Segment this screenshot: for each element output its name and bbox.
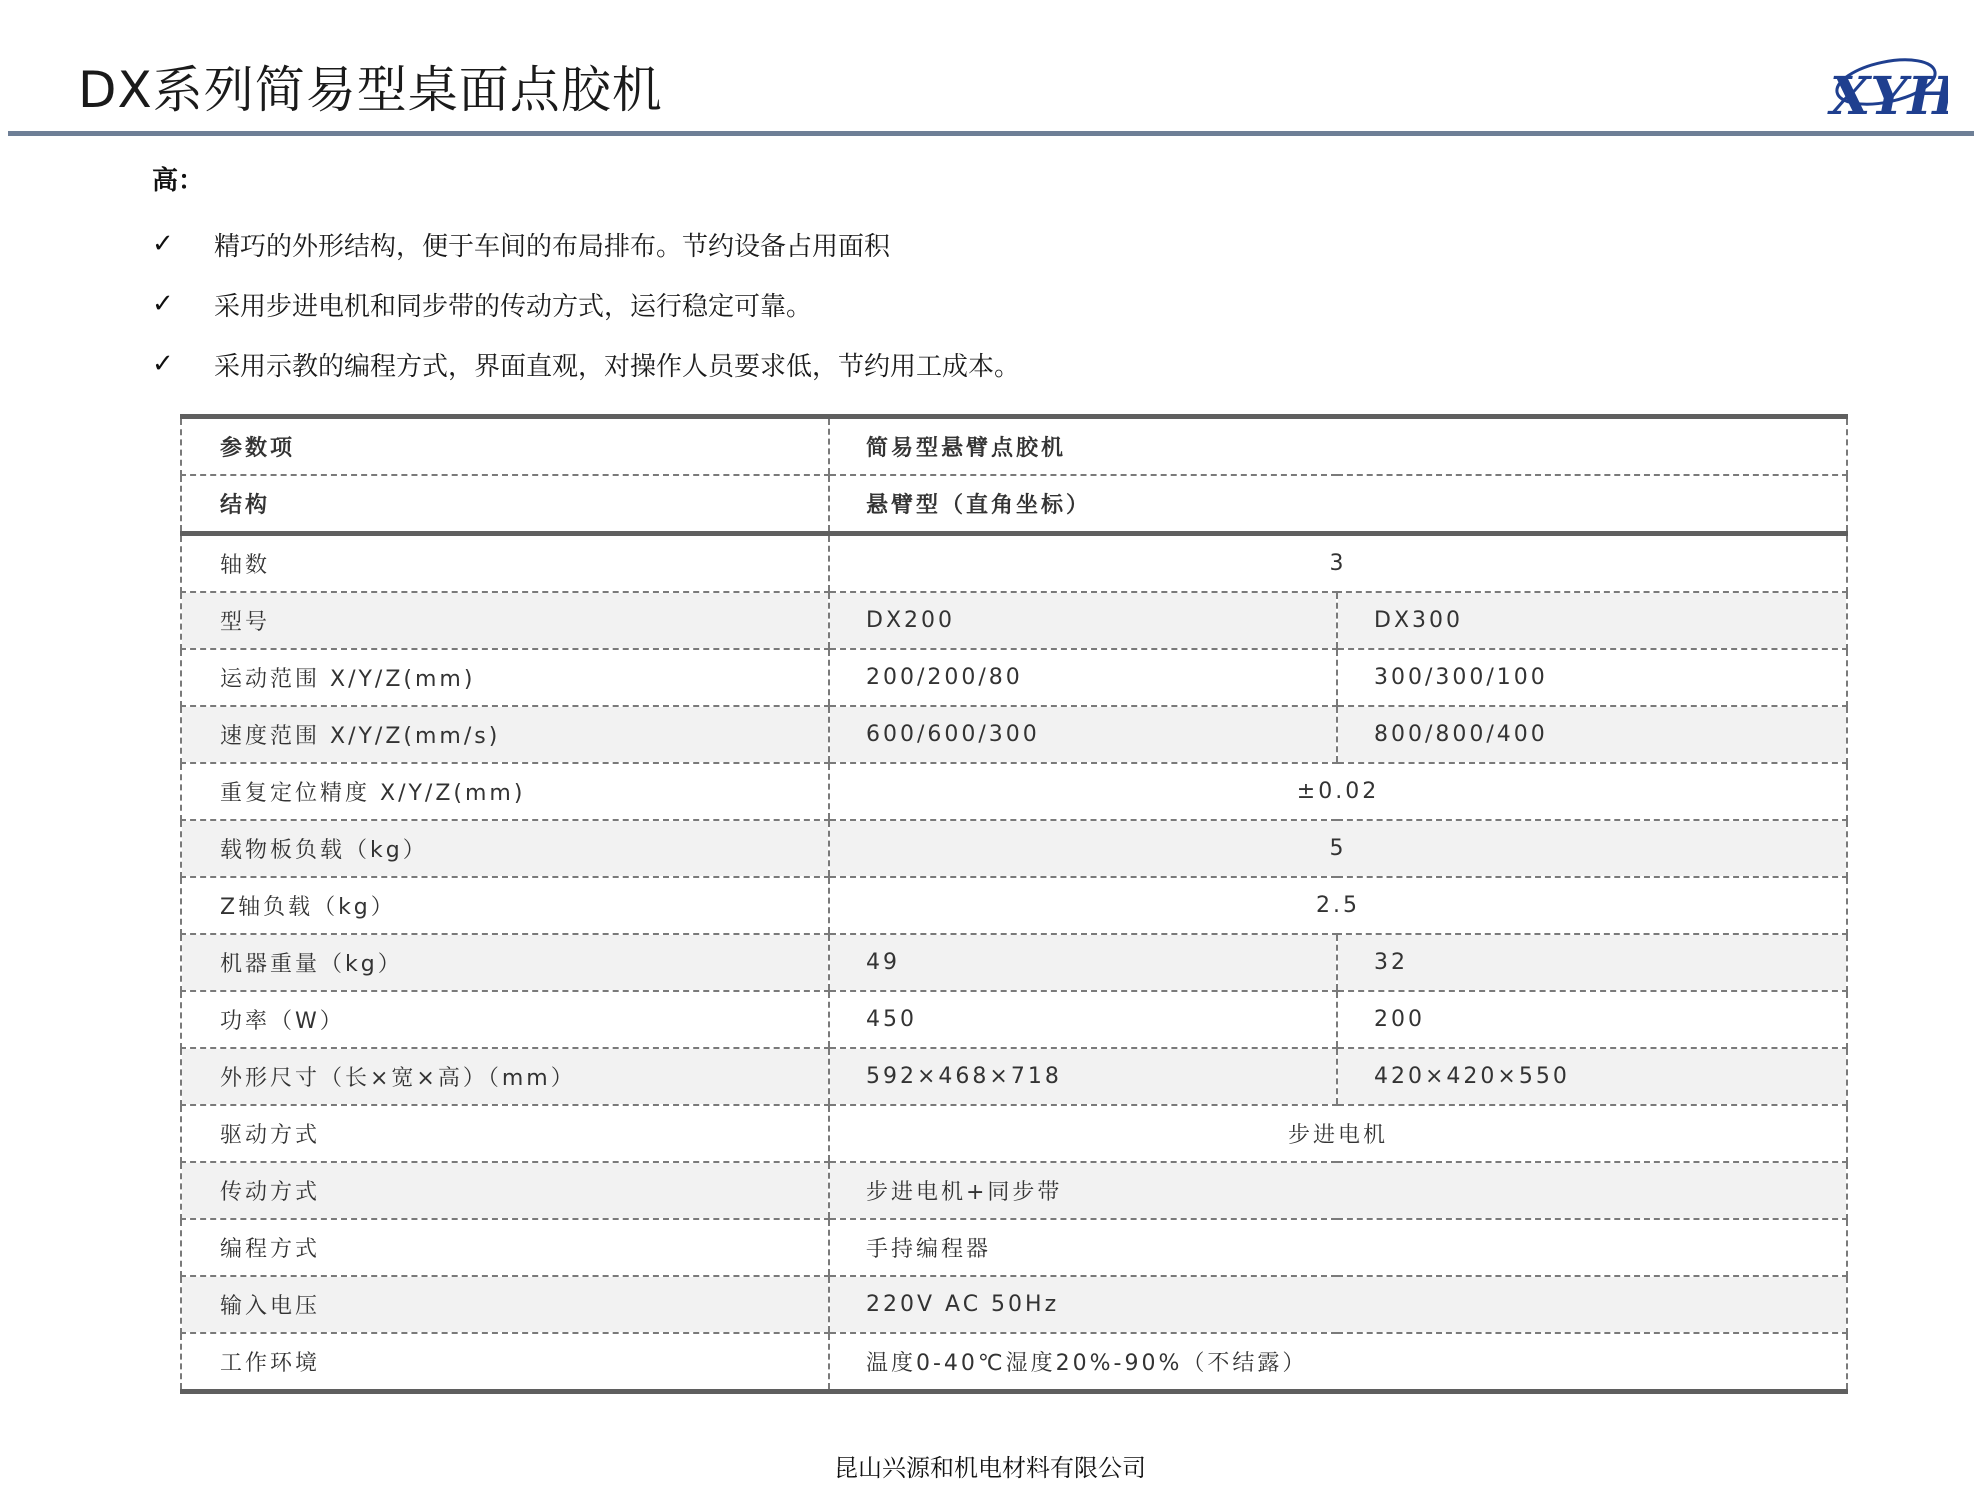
feature-item [152, 274, 1352, 334]
table-row [181, 1219, 1847, 1276]
row-value-dx300: 200 [1337, 991, 1847, 1048]
row-value-dx300: DX300 [1337, 592, 1847, 649]
row-value: 220V AC 50Hz [829, 1276, 1847, 1333]
page-title: DX系列简易型桌面点胶机 [78, 61, 663, 119]
logo-text: XYH [1830, 66, 1948, 127]
spec-table [180, 414, 1848, 1394]
table-header-row [181, 475, 1847, 534]
table-header-row [181, 417, 1847, 476]
row-label: 轴数 [181, 534, 829, 593]
row-label: 机器重量（kg） [181, 934, 829, 991]
footer-company: 昆山兴源和机电材料有限公司 [834, 1454, 1146, 1482]
header-divider [8, 131, 1974, 136]
row-value: ±0.02 [829, 763, 1847, 820]
row-label: 运动范围 X/Y/Z(mm) [181, 649, 829, 706]
row-label: 传动方式 [181, 1162, 829, 1219]
row-value: 步进电机 [829, 1105, 1847, 1162]
param-label-cell: 参数项 [181, 417, 829, 476]
company-logo-icon [1818, 46, 1948, 128]
struct-label-cell: 结构 [181, 475, 829, 534]
row-value-dx200: DX200 [829, 592, 1337, 649]
features-heading: 高： [152, 166, 205, 196]
row-label: 输入电压 [181, 1276, 829, 1333]
row-label: 速度范围 X/Y/Z(mm/s) [181, 706, 829, 763]
row-value-dx300: 420×420×550 [1337, 1048, 1847, 1105]
row-label: 驱动方式 [181, 1105, 829, 1162]
row-value-dx200: 592×468×718 [829, 1048, 1337, 1105]
table-row [181, 592, 1847, 649]
row-value-dx200: 49 [829, 934, 1337, 991]
row-value: 温度0-40℃湿度20%-90%（不结露） [829, 1333, 1847, 1392]
row-label: 外形尺寸（长×宽×高）（mm） [181, 1048, 829, 1105]
table-row [181, 706, 1847, 763]
row-value: 2.5 [829, 877, 1847, 934]
struct-value-cell: 悬臂型（直角坐标） [829, 475, 1847, 534]
row-value: 手持编程器 [829, 1219, 1847, 1276]
checkmark-icon: ✓ [152, 349, 174, 379]
row-label: Z轴负载（kg） [181, 877, 829, 934]
table-row [181, 1048, 1847, 1105]
feature-text: 采用步进电机和同步带的传动方式，运行稳定可靠。 [214, 291, 813, 322]
company-logo [1818, 46, 1948, 128]
table-row [181, 1276, 1847, 1333]
table-row [181, 991, 1847, 1048]
table-row [181, 934, 1847, 991]
table-row [181, 649, 1847, 706]
feature-item [152, 214, 1352, 274]
row-value-dx300: 32 [1337, 934, 1847, 991]
row-label: 功率（W） [181, 991, 829, 1048]
table-row [181, 763, 1847, 820]
row-label: 工作环境 [181, 1333, 829, 1392]
param-value-cell: 简易型悬臂点胶机 [829, 417, 1847, 476]
checkmark-icon: ✓ [152, 229, 174, 259]
row-value-dx300: 800/800/400 [1337, 706, 1847, 763]
row-label: 载物板负载（kg） [181, 820, 829, 877]
row-value: 5 [829, 820, 1847, 877]
row-value-dx200: 200/200/80 [829, 649, 1337, 706]
row-label: 编程方式 [181, 1219, 829, 1276]
feature-item [152, 334, 1352, 394]
table-row [181, 1105, 1847, 1162]
row-value-dx200: 450 [829, 991, 1337, 1048]
feature-text: 采用示教的编程方式，界面直观，对操作人员要求低，节约用工成本。 [214, 351, 1021, 382]
row-label: 型号 [181, 592, 829, 649]
checkmark-icon: ✓ [152, 289, 174, 319]
table-row [181, 1333, 1847, 1392]
table-row [181, 877, 1847, 934]
row-value: 步进电机+同步带 [829, 1162, 1847, 1219]
row-label: 重复定位精度 X/Y/Z(mm) [181, 763, 829, 820]
row-value: 3 [829, 534, 1847, 593]
feature-text: 精巧的外形结构，便于车间的布局排布。节约设备占用面积 [214, 231, 891, 262]
table-row [181, 820, 1847, 877]
row-value-dx200: 600/600/300 [829, 706, 1337, 763]
table-row [181, 1162, 1847, 1219]
table-row [181, 534, 1847, 593]
row-value-dx300: 300/300/100 [1337, 649, 1847, 706]
feature-list [152, 214, 1352, 394]
